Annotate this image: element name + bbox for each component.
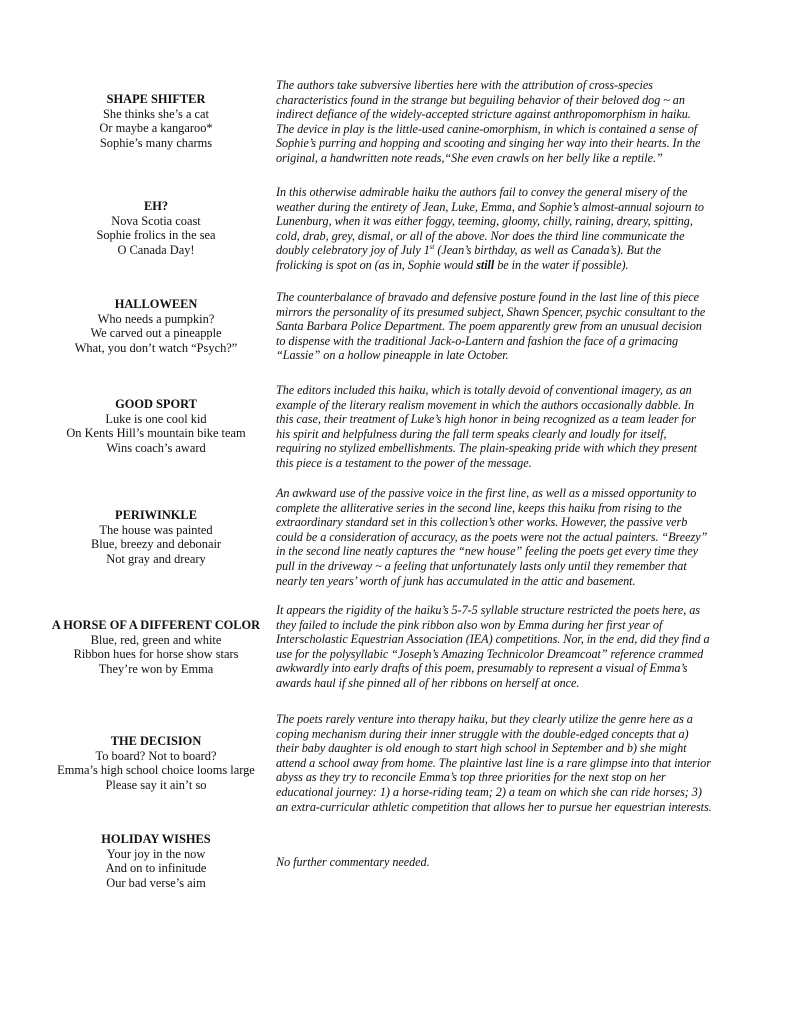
poem-line: Blue, red, green and white xyxy=(90,632,222,647)
commentary-line: pull in the driveway ~ a feeling that unfortunately lasts only until they remember that xyxy=(276,558,687,573)
commentary-line: attend a school away from home. The plaintive last line is a rare glimpse into that interior xyxy=(276,755,711,770)
haiku-poem xyxy=(46,832,266,890)
commentary-line: The counterbalance of bravado and defensive posture found in the last line of this piece xyxy=(276,290,699,304)
haiku-poem xyxy=(46,734,266,792)
poem-line: The house was painted xyxy=(99,522,213,537)
poem-line: What, you don’t watch “Psych?” xyxy=(74,340,238,355)
commentary-line xyxy=(276,258,756,273)
haiku-commentary xyxy=(276,290,756,363)
commentary-line: awkwardly into early drafts of this poem, presumably to represent a visual of Emma’s xyxy=(276,661,688,676)
commentary-line: awards haul if she pinned all of her ribbons on herself at once. xyxy=(276,675,580,690)
poem-line: Please say it ain’t so xyxy=(105,777,207,792)
poem-line: Sophie’s many charms xyxy=(99,135,213,150)
poem-line: Wins coach’s award xyxy=(106,440,206,455)
poem-line: Sophie frolics in the sea xyxy=(96,228,216,243)
commentary-line: original, a handwritten note reads,“She even crawls on her belly like a reptile.” xyxy=(276,150,663,165)
commentary-line: Interscholastic Equestrian Association (IEA) competitions. Nor, in the end, did they find a xyxy=(276,632,710,647)
poem-line: We carved out a pineapple xyxy=(90,326,222,341)
poem-line: They’re won by Emma xyxy=(98,661,214,676)
commentary-line: Sophie’s purring and hopping and scooting and singing her way into their hearts. In the xyxy=(276,136,701,151)
commentary-line: coping mechanism during their inner struggle with the double-edged concepts that a) xyxy=(276,726,689,741)
poem-line: And on to infinitude xyxy=(105,861,207,876)
poem-line: Luke is one cool kid xyxy=(105,411,207,426)
haiku-commentary xyxy=(276,603,756,691)
haiku-title: HOLIDAY WISHES xyxy=(101,832,211,846)
commentary-line: The device in play is the little-used canine-omorphism, in which is contained a sense of xyxy=(276,121,698,136)
commentary-line: example of the literary realism movement in which the authors occasionally dabble. In xyxy=(276,397,695,412)
haiku-title: SHAPE SHIFTER xyxy=(106,92,206,106)
haiku-title: THE DECISION xyxy=(110,734,202,748)
haiku-commentary xyxy=(276,383,756,471)
poem-line: Not gray and dreary xyxy=(106,551,206,566)
haiku-poem xyxy=(46,199,266,257)
commentary-line: No further commentary needed. xyxy=(276,855,430,869)
commentary-line: this piece is a testament to the power of the message. xyxy=(276,455,532,470)
haiku-title: GOOD SPORT xyxy=(115,397,197,411)
haiku-title: EH? xyxy=(143,199,169,213)
poem-line: She thinks she’s a cat xyxy=(103,106,209,121)
poem-line: To board? Not to board? xyxy=(95,748,217,763)
commentary-line: An awkward use of the passive voice in the first line, as well as a missed opportunity to xyxy=(276,486,697,500)
commentary-text: be in the water if possible). xyxy=(494,257,629,272)
commentary-line: characteristics found in the strange but beguiling behavior of their beloved dog ~ an xyxy=(276,92,685,107)
commentary-line: “Lassie” on a hollow pineapple in late October. xyxy=(276,348,509,363)
commentary-line: weather during the entirety of Jean, Luke, Emma, and Sophie’s almost-annual sojourn to xyxy=(276,199,704,214)
haiku-title: HALLOWEEN xyxy=(114,297,198,311)
poem-line: On Kents Hill’s mountain bike team xyxy=(66,426,246,441)
commentary-line: cold, drab, grey, dismal, or all of the above. Nor does the third line communicate the xyxy=(276,228,685,243)
commentary-line: It appears the rigidity of the haiku’s 5-7-5 syllable structure restricted the poets here, as xyxy=(276,603,700,617)
commentary-line: could be a consideration of accuracy, as the poets were not the actual painters. “Breezy” xyxy=(276,529,708,544)
haiku-poem xyxy=(46,92,266,150)
commentary-line: indirect defiance of the widely-accepted stricture against anthropomorphism in haiku. xyxy=(276,107,691,122)
commentary-line: to dispense with the traditional Jack-o-Lantern and fashion the face of a grimacing xyxy=(276,333,679,348)
commentary-line: requiring no stylized embellishments. The plain-speaking pride with which they present xyxy=(276,441,697,456)
haiku-commentary xyxy=(276,855,756,870)
commentary-line: they failed to include the pink ribbon also won by Emma during her first year of xyxy=(276,617,663,632)
poem-line: Our bad verse’s aim xyxy=(106,875,206,890)
commentary-text: (Jean’s birthday, as well as Canada’s). But the xyxy=(434,243,661,258)
ordinal-superscript: st xyxy=(429,243,435,252)
commentary-line: in the second line neatly captures the “new house” feeling the poets get every time they xyxy=(276,544,698,559)
commentary-line: educational journey: 1) a horse-riding team; 2) a team on which she can ride horses; 3) xyxy=(276,784,702,799)
haiku-commentary xyxy=(276,185,756,273)
commentary-line: use for the polysyllabic “Joseph’s Amazing Technicolor Dreamcoat” reference crammed xyxy=(276,646,704,661)
commentary-line: abyss as they try to reconcile Emma’s top three priorities for the next stop on her xyxy=(276,770,666,785)
haiku-title: A HORSE OF A DIFFERENT COLOR xyxy=(51,618,261,632)
poem-line: O Canada Day! xyxy=(117,242,195,257)
commentary-text: frolicking is spot on (as in, Sophie would xyxy=(276,257,477,272)
commentary-line xyxy=(276,243,756,258)
poem-line: Ribbon hues for horse show stars xyxy=(73,647,239,662)
haiku-poem xyxy=(46,297,266,355)
commentary-line: Santa Barbara Police Department. The poem apparently grew from an unusual decision xyxy=(276,319,702,334)
poem-line: Or maybe a kangaroo* xyxy=(99,121,213,136)
commentary-line: their baby daughter is old enough to start high school in September and b) she might xyxy=(276,741,687,756)
haiku-title: PERIWINKLE xyxy=(115,508,197,522)
commentary-line: nearly ten years’ worth of junk has accumulated in the attic and basement. xyxy=(276,573,636,588)
haiku-commentary xyxy=(276,78,756,166)
haiku-commentary xyxy=(276,486,756,588)
haiku-commentary xyxy=(276,712,756,814)
commentary-line: an extra-curricular athletic competition that allows her to pursue her equestrian interests. xyxy=(276,799,712,814)
commentary-line: complete the alliterative series in the second line, keeps this haiku from rising to the xyxy=(276,500,682,515)
commentary-line: The editors included this haiku, which is totally devoid of conventional imagery, as an xyxy=(276,383,692,397)
haiku-poem xyxy=(46,397,266,455)
commentary-line: extraordinary standard set in this collection’s other works. However, the passive verb xyxy=(276,515,688,530)
poem-line: Emma’s high school choice looms large xyxy=(57,763,255,778)
commentary-line: mirrors the personality of its presumed subject, Shawn Spencer, psychic consultant to the xyxy=(276,304,706,319)
commentary-line: his spirit and helpfulness during the fall term speaks clearly and loudly for itself, xyxy=(276,426,667,441)
poem-line: Nova Scotia coast xyxy=(111,213,201,228)
poem-line: Blue, breezy and debonair xyxy=(90,537,222,552)
commentary-line: this case, their treatment of Luke’s high honor in being recognized as a team leader for xyxy=(276,412,696,427)
poem-line: Your joy in the now xyxy=(106,846,206,861)
commentary-line: The authors take subversive liberties here with the attribution of cross-species xyxy=(276,78,653,92)
commentary-text: doubly celebratory joy of July 1 xyxy=(276,243,430,258)
commentary-line: The poets rarely venture into therapy haiku, but they clearly utilize the genre here as a xyxy=(276,712,693,726)
emphasis-text: still xyxy=(476,257,495,272)
haiku-poem xyxy=(46,508,266,566)
commentary-line: In this otherwise admirable haiku the authors fail to convey the general misery of the xyxy=(276,185,688,199)
haiku-poem xyxy=(46,618,266,676)
commentary-line: Lunenburg, when it was either foggy, teeming, gloomy, chilly, raining, dreary, spitting, xyxy=(276,214,693,229)
poem-line: Who needs a pumpkin? xyxy=(97,311,215,326)
